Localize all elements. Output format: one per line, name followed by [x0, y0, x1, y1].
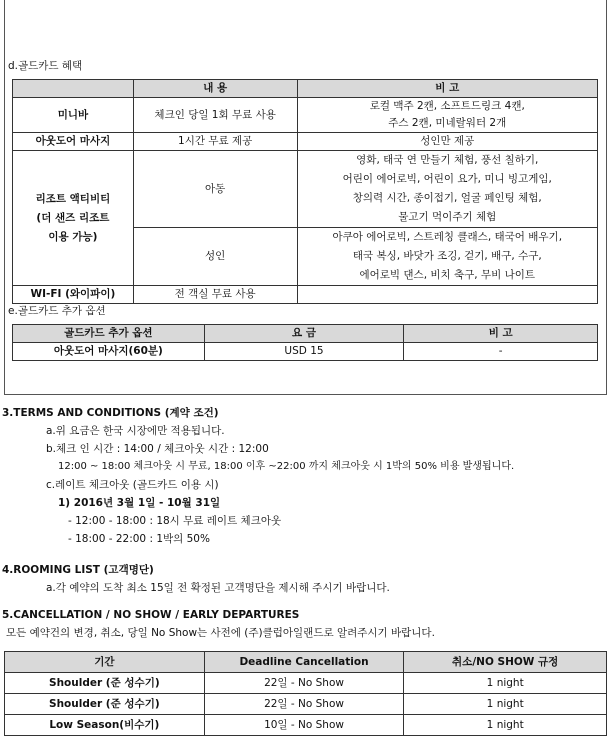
row-note: 아쿠아 에어로빅, 스트레칭 클래스, 태국어 배우기, 태국 복싱, 바닷가 조깅, 걷기, 배구, 수구, 에어로빅 댄스, 비치 축구, 무비 나이트	[297, 228, 597, 286]
cancel-desc: 모든 예약건의 변경, 취소, 당일 No Show는 사전에 (주)클럽아일랜드로 알려주시기 바랍니다.	[6, 627, 435, 639]
terms-b2: 12:00 ~ 18:00 체크아웃 시 무료, 18:00 이후 ~22:00 까지 체크아웃 시 1박의 50% 비용 발생됩니다.	[58, 461, 515, 472]
rooming-heading: 4.ROOMING LIST (고객명단)	[2, 564, 154, 576]
goldcard-header-blank	[13, 80, 134, 98]
terms-c: c.레이트 체크아웃 (골드카드 이용 시)	[46, 479, 219, 491]
row-content: 체크인 당일 1회 무료 사용	[133, 98, 297, 133]
row-note: 영화, 태국 연 만들기 체험, 풍선 칠하기, 어린이 에어로빅, 어린이 요가, 미니 빙고게임, 창의력 시간, 종이접기, 얼굴 페인팅 체험, 물고기 먹이주기 체험	[297, 151, 597, 228]
rooming-section	[2, 561, 390, 597]
rooming-a: a.각 예약의 도착 최소 15일 전 확정된 고객명단을 제시해 주시기 바랍니다.	[46, 582, 390, 594]
row-label: WI-FI (와이파이)	[13, 286, 134, 304]
option-header-price: 요 금	[204, 325, 404, 343]
terms-line-2: - 18:00 - 22:00 : 1박의 50%	[68, 533, 210, 545]
terms-b1: b.체크 인 시간 : 14:00 / 체크아웃 시간 : 12:00	[46, 443, 269, 455]
terms-line-1: - 12:00 - 18:00 : 18시 무료 레이트 체크아웃	[68, 515, 282, 527]
table-row: Shoulder (준 성수기) 22일 - No Show 1 night	[5, 694, 607, 715]
option-header-name: 골드카드 추가 옵션	[13, 325, 205, 343]
option-note: -	[404, 343, 598, 361]
option-header-note: 비 고	[404, 325, 598, 343]
goldcard-header-content: 내 용	[133, 80, 297, 98]
cancel-header-deadline: Deadline Cancellation	[204, 652, 404, 673]
cancel-heading: 5.CANCELLATION / NO SHOW / EARLY DEPARTURES	[2, 609, 300, 621]
row-label: 미니바	[13, 98, 134, 133]
row-label: 리조트 액티비티 (더 샌즈 리조트 이용 가능)	[13, 151, 134, 286]
option-price: USD 15	[204, 343, 404, 361]
option-table	[12, 324, 598, 361]
row-note: 성인만 제공	[297, 133, 597, 151]
goldcard-table	[12, 79, 598, 304]
row-note	[297, 286, 597, 304]
table-row: Shoulder (준 성수기) 22일 - No Show 1 night	[5, 673, 607, 694]
row-content: 아동	[133, 151, 297, 228]
goldcard-header-note: 비 고	[297, 80, 597, 98]
option-title: e.골드카드 추가 옵션	[8, 305, 106, 317]
cancel-header-period: 기간	[5, 652, 205, 673]
goldcard-title: d.골드카드 혜택	[8, 60, 83, 72]
terms-a: a.위 요금은 한국 시장에만 적용됩니다.	[46, 425, 225, 437]
cancel-header-rule: 취소/NO SHOW 규정	[404, 652, 607, 673]
terms-heading: 3.TERMS AND CONDITIONS (계약 조건)	[2, 407, 219, 419]
option-name: 아웃도어 마사지(60분)	[13, 343, 205, 361]
row-label: 아웃도어 마사지	[13, 133, 134, 151]
row-content: 전 객실 무료 사용	[133, 286, 297, 304]
terms-section	[2, 404, 514, 548]
cancel-table	[4, 651, 607, 736]
cancel-section	[2, 606, 435, 642]
terms-period: 1) 2016년 3월 1일 - 10월 31일	[58, 497, 221, 509]
row-content: 성인	[133, 228, 297, 286]
row-content: 1시간 무료 제공	[133, 133, 297, 151]
row-note: 로컬 맥주 2캔, 소프트드링크 4캔, 주스 2캔, 미네랄워터 2개	[297, 98, 597, 133]
table-row: Low Season(비수기) 10일 - No Show 1 night	[5, 715, 607, 736]
